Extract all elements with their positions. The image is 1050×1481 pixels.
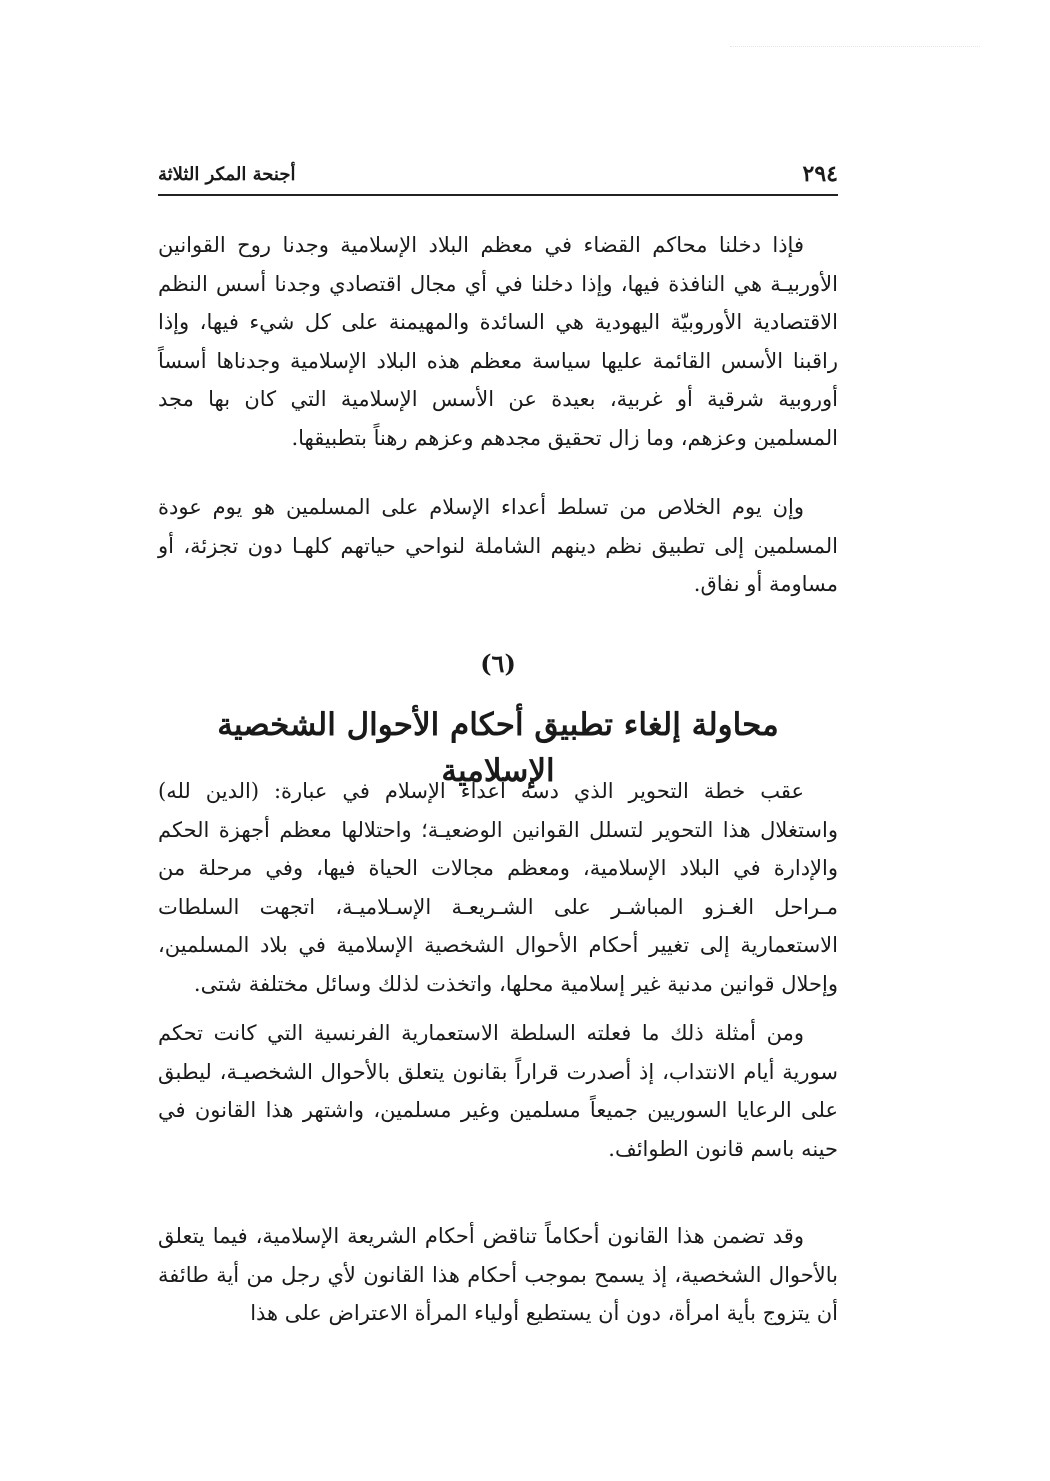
section-number: (٦) bbox=[480, 649, 516, 678]
paragraph: وقد تضمن هذا القانون أحكاماً تناقض أحكام الشريعة الإسلامية، فيما يتعلق بالأحوال الشخصية، إذ يسمح بموجب أحكام هذا القانون لأي رجل من أية طائفة أن يتزوج بأية امرأة، دون أن يستطيع أولياء المرأة الاعتراض على هذا bbox=[158, 1224, 838, 1325]
paragraph: فإذا دخلنا محاكم القضاء في معظم البلاد الإسلامية وجدنا روح القوانين الأوربيـة هي النافذة فيها، وإذا دخلنا في أي مجال اقتصادي وجدنا أسس النظم الاقتصادية الأوروبيّة اليهودية هي السائدة والمهيمنة على كل شيء فيها، وإذا راقبنا الأسس القائمة عليها سياسة معظم هذه البلاد الإسلامية وجدناها أسساً أوروبية شرقية أو غربية، بعيدة عن الأسس الإسلامية التي كان بها مجد المسلمين وعزهم، وما زال تحقيق مجدهم وعزهم رهناً بتطبيقها. bbox=[158, 233, 838, 450]
running-title: أجنحة المكر الثلاثة bbox=[158, 164, 296, 185]
header-divider bbox=[158, 194, 838, 196]
paragraph: ومن أمثلة ذلك ما فعلته السلطة الاستعمارية الفرنسية التي كانت تحكم سورية أيام الانتداب، إذ أصدرت قراراً بقانون يتعلق بالأحوال الشخصيـة، ليطبق على الرعايا السوريين جميعاً مسلمين وغير مسلمين، واشتهر هذا القانون في حينه باسم قانون الطوائف. bbox=[158, 1021, 838, 1161]
paragraph-block bbox=[158, 1217, 838, 1333]
paragraph: عقب خطة التحوير الذي دسه أعداء الإسلام في عبارة: (الدين لله) واستغلال هذا التحوير لتسلل القوانين الوضعيـة؛ واحتلالها معظم أجهزة الحكم والإدارة في البلاد الإسلامية، ومعظم مجالات الحياة فيها، وفي مرحلة من مـراحل الغـزو المباشـر على الشـريعـة الإسـلاميـة، اتجهت السلطات الاستعمارية إلى تغيير أحكام الأحوال الشخصية الإسلامية في بلاد المسلمين، وإحلال قوانين مدنية غير إسلامية محلها، واتخذت لذلك وسائل مختلفة شتى. bbox=[158, 779, 838, 996]
paragraph: وإن يوم الخلاص من تسلط أعداء الإسلام على المسلمين هو يوم عودة المسلمين إلى تطبيق نظم دينهم الشاملة لنواحي حياتهم كلهـا دون تجزئة، أو مساومة أو نفاق. bbox=[158, 495, 838, 596]
scan-artifact bbox=[730, 46, 980, 47]
paragraph-block bbox=[158, 226, 838, 457]
paragraph-block bbox=[158, 772, 838, 1003]
paragraph-block bbox=[158, 488, 838, 604]
page-header bbox=[158, 160, 838, 192]
paragraph-block bbox=[158, 1014, 838, 1168]
page-number: ٢٩٤ bbox=[802, 161, 838, 187]
section-title: محاولة إلغاء تطبيق أحكام الأحوال الشخصية الإسلامية bbox=[217, 707, 779, 789]
